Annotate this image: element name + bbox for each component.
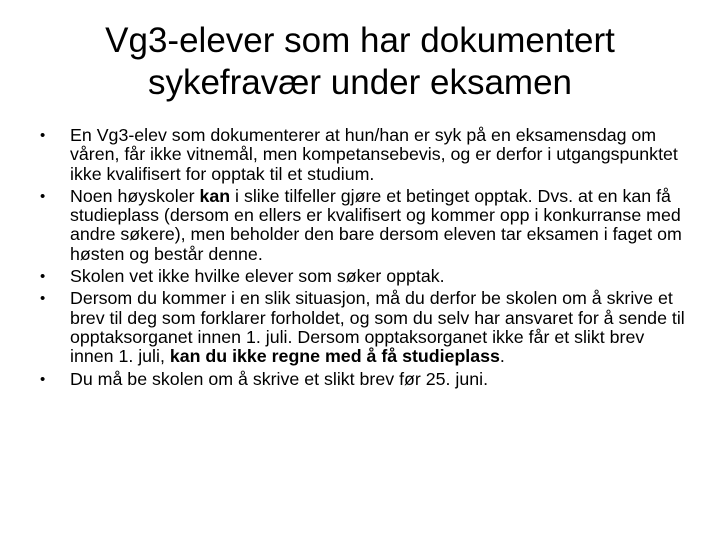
bullet-marker: • bbox=[40, 127, 46, 144]
bullet-item-3 bbox=[36, 267, 688, 286]
bullet-item-2 bbox=[36, 187, 688, 264]
bullet-text bbox=[70, 369, 488, 389]
bullet-text bbox=[70, 125, 678, 184]
bullet-text-segment: Du må be skolen om å skrive et slikt brev før 25. juni. bbox=[70, 368, 489, 389]
bullet-marker: • bbox=[40, 370, 46, 388]
bullet-emphasis: kan bbox=[199, 185, 231, 206]
bullet-marker: • bbox=[40, 290, 46, 308]
bullet-marker: • bbox=[40, 268, 46, 286]
bullet-list bbox=[36, 126, 688, 392]
bullet-marker: • bbox=[40, 187, 46, 205]
bullet-item-1 bbox=[36, 126, 688, 184]
bullet-text-segment: Skolen vet ikke hvilke elever som søker opptak. bbox=[70, 266, 445, 287]
bullet-item-5 bbox=[36, 370, 688, 389]
slide-title-line-1: Vg3-elever som har dokumentert bbox=[105, 21, 615, 60]
bullet-text bbox=[70, 288, 685, 366]
bullet-emphasis: kan du ikke regne med å få studieplass bbox=[169, 346, 500, 367]
bullet-item-4 bbox=[36, 289, 688, 366]
bullet-text-segment: Dersom du kommer i en slik situasjon, må du derfor be skolen om å skrive et brev til deg som forklarer forholdet, og som du selv har ansvaret for å sende til opptaksorganet innen 1. juli. Dersom opptaksorganet ikke får et slikt brev innen 1. juli, bbox=[70, 288, 685, 367]
bullet-text-segment: Noen høyskoler bbox=[70, 185, 200, 206]
slide-title-line-2: sykefravær under eksamen bbox=[147, 63, 573, 102]
bullet-text-segment: . bbox=[499, 346, 505, 367]
bullet-text-segment: En Vg3-elev som dokumenterer at hun/han er syk på en eksamensdag om våren, får ikke vitnemål, men kompetansebevis, og er derfor i utgangspunktet ikke kvalifisert for opptak til et studium. bbox=[70, 125, 678, 184]
slide-title bbox=[40, 20, 680, 104]
bullet-text bbox=[70, 186, 682, 264]
bullet-text bbox=[70, 266, 445, 286]
bullet-text-segment: i slike tilfeller gjøre et betinget opptak. Dvs. at en kan få studieplass (dersom en ellers er kvalifisert og kommer opp i konkurranse med andre søkere), men beholder den bare dersom eleven tar eksamen i faget om høsten og består denne. bbox=[70, 185, 682, 264]
